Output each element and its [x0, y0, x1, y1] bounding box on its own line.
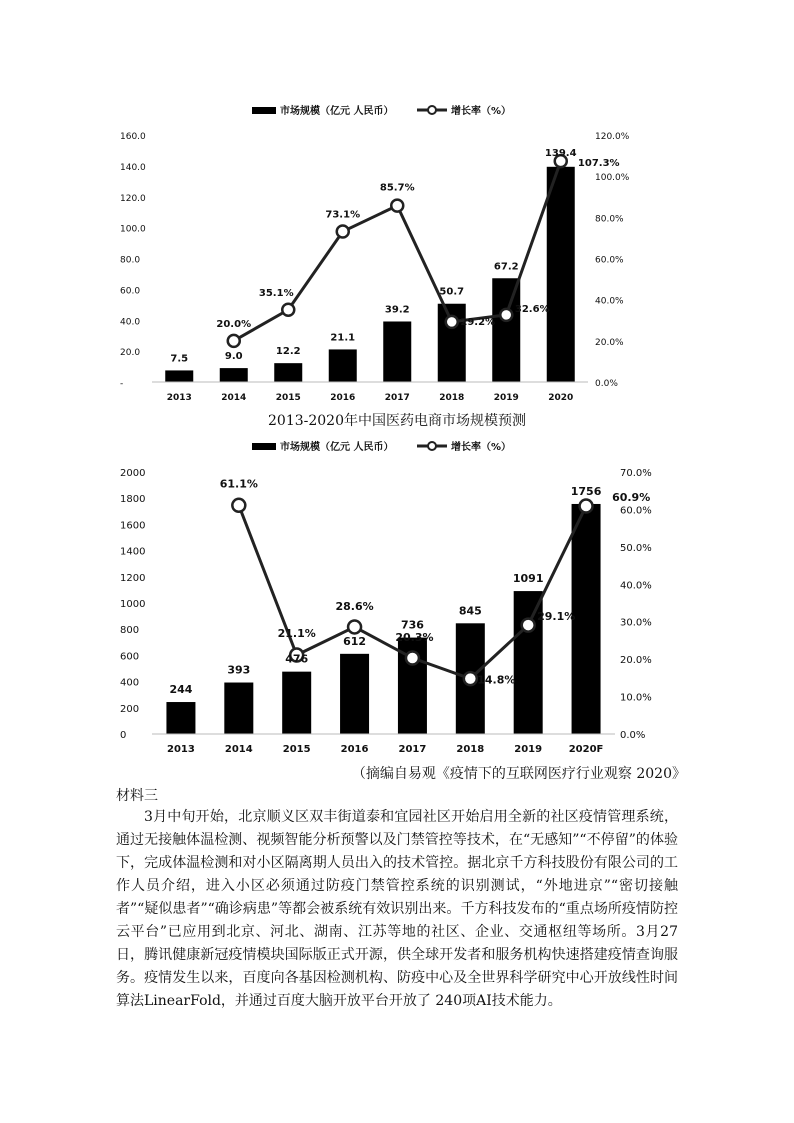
x-tick-label: 2020F: [568, 744, 604, 755]
growth-marker-2014: [228, 335, 240, 347]
bar-value-label: 612: [343, 634, 367, 648]
y-left-tick-label: 1200: [120, 572, 146, 584]
growth-marker-2019: [500, 309, 512, 321]
y-left-tick-label: 40.0: [120, 317, 141, 328]
growth-value-label: 20.3%: [395, 631, 434, 645]
x-tick-label: 2017: [384, 393, 410, 403]
y-left-tick-label: 600: [120, 651, 140, 663]
bar-value-label: 845: [458, 604, 482, 618]
bar-value-label: 476: [285, 652, 309, 666]
growth-value-label: 14.8%: [477, 673, 516, 687]
bar-value-label: 736: [400, 618, 424, 632]
y-left-tick-label: 200: [120, 703, 140, 715]
y-right-tick-label: 80.0%: [595, 214, 624, 225]
y-left-tick-label: 160.0: [120, 132, 146, 142]
bar-value-label: 1756: [570, 484, 602, 498]
legend-line-marker: [428, 442, 436, 450]
x-tick-label: 2016: [340, 744, 369, 755]
y-left-tick-label: 20.0: [120, 348, 141, 359]
legend-bar-swatch: [252, 107, 276, 114]
growth-value-label: 20.0%: [216, 318, 252, 330]
growth-marker-2018: [446, 316, 458, 328]
y-left-tick-label: 800: [120, 625, 140, 637]
bar-2013: [166, 702, 195, 734]
bar-2017: [383, 321, 411, 382]
x-tick-label: 2017: [398, 744, 427, 755]
bar-value-label: 67.2: [493, 261, 519, 273]
body-paragraph: 3月中旬开始，北京顺义区双丰街道泰和宜园社区开始启用全新的社区疫情管理系统，通过无接触体温检测、视频智能分析预警以及门禁管控等技术，在“无感知”“不停留”的体验下，完成体温检测和对小区隔离期人员出入的技术管控。据北京千方科技股份有限公司的工作人员介绍，进入小区必须通过防疫门禁管控系统的识别测试，“外地进京”“密切接触者”“疑似患者”“确诊病患”等都会被系统有效识别出来。千方科技发布的“重点场所疫情防控云平台”已应用到北京、河北、湖南、江苏等地的社区、企业、交通枢纽等场所。3月27日，腾讯健康新冠疫情模块国际版正式开源，供全球开发者和服务机构快速搭建疫情查询服务。疫情发生以来，百度向各基因检测机构、防疫中心及全世界科学研究中心开放线性时间算法LinearFold，并通过百度大脑开放平台开放了 240项AI技术能力。: [116, 809, 678, 1009]
bar-value-label: 21.1: [330, 332, 356, 344]
section-title: 材料三: [116, 788, 158, 804]
market-size-chart-2013-2020: [0, 95, 794, 405]
y-left-tick-label: 60.0: [120, 286, 141, 297]
growth-marker-2014: [232, 499, 245, 512]
y-left-tick-label: 2000: [120, 468, 146, 479]
growth-marker-2017: [391, 200, 403, 212]
bar-2014: [224, 683, 253, 734]
growth-value-label: 61.1%: [219, 477, 258, 491]
growth-value-label: 29.1%: [537, 610, 576, 624]
y-right-tick-label: 50.0%: [620, 542, 652, 554]
x-tick-label: 2014: [221, 393, 247, 403]
growth-marker-2017: [406, 652, 419, 665]
y-right-tick-label: 0.0%: [620, 730, 646, 741]
bar-2020: [547, 167, 575, 382]
legend-line-marker: [428, 106, 436, 114]
bar-2015: [274, 363, 302, 382]
source-citation: （摘编自易观《疫情下的互联网医疗行业观察 2020》: [351, 766, 686, 782]
bar-value-label: 39.2: [384, 304, 410, 316]
y-left-tick-label: 0: [120, 730, 127, 741]
growth-value-label: 28.6%: [335, 599, 374, 613]
bar-value-label: 139.4: [544, 147, 577, 159]
chart-caption: 2013-2020年中国医药电商市场规模预测: [268, 413, 526, 429]
growth-value-label: 60.9%: [612, 491, 651, 505]
bar-value-label: 393: [227, 663, 251, 677]
growth-value-label: 73.1%: [325, 209, 361, 221]
growth-value-label: 29.2%: [460, 316, 496, 328]
growth-marker-2016: [337, 226, 349, 238]
bar-value-label: 7.5: [170, 353, 189, 365]
growth-value-label: 107.3%: [577, 158, 620, 170]
x-tick-label: 2015: [282, 744, 311, 755]
x-tick-label: 2013: [167, 744, 195, 755]
x-tick-label: 2016: [330, 393, 356, 403]
x-tick-label: 2019: [493, 393, 519, 403]
bar-2016: [329, 349, 357, 382]
bar-value-label: 1091: [512, 572, 544, 586]
y-right-tick-label: 10.0%: [620, 692, 652, 704]
bar-value-label: 244: [169, 683, 193, 697]
y-right-tick-label: 100.0%: [595, 173, 630, 184]
x-tick-label: 2018: [456, 744, 485, 755]
y-right-tick-label: 60.0%: [620, 505, 652, 517]
y-left-tick-label: 80.0: [120, 255, 141, 266]
bar-value-label: 50.7: [439, 286, 465, 298]
y-left-tick-label: 100.0: [120, 224, 146, 235]
y-right-tick-label: 40.0%: [620, 580, 652, 592]
growth-marker-2019: [522, 619, 535, 632]
y-right-tick-label: 120.0%: [595, 132, 630, 142]
y-left-tick-label: 1800: [120, 494, 146, 506]
growth-value-label: 85.7%: [379, 182, 415, 194]
y-right-tick-label: 30.0%: [620, 617, 652, 629]
growth-value-label: 21.1%: [277, 627, 316, 641]
x-tick-label: 2019: [514, 744, 543, 755]
x-tick-label: 2015: [275, 393, 301, 403]
y-left-tick-label: 1600: [120, 520, 146, 532]
y-right-tick-label: 70.0%: [620, 468, 652, 479]
y-left-tick-label: 1000: [120, 599, 146, 610]
y-right-tick-label: 20.0%: [620, 655, 652, 667]
y-right-tick-label: 20.0%: [595, 337, 624, 348]
growth-value-label: 35.1%: [258, 287, 294, 299]
x-tick-label: 2014: [224, 744, 253, 755]
y-left-tick-label: 400: [120, 677, 140, 689]
growth-marker-2015: [282, 304, 294, 316]
y-right-tick-label: 40.0%: [595, 296, 624, 307]
y-left-tick-label: 1400: [120, 546, 146, 558]
bar-2016: [340, 654, 369, 734]
y-left-tick-label: 120.0: [120, 193, 146, 204]
bar-2019: [492, 278, 520, 382]
bar-2020F: [572, 504, 601, 734]
x-tick-label: 2020: [548, 393, 574, 403]
x-tick-label: 2018: [439, 393, 465, 403]
y-left-tick-label: 140.0: [120, 162, 146, 173]
legend-line-label: 增长率（%）: [451, 106, 512, 117]
bar-2014: [220, 368, 248, 382]
bar-2013: [165, 370, 193, 382]
internet-healthcare-chart: [0, 435, 794, 760]
bar-value-label: 9.0: [224, 351, 243, 363]
y-right-tick-label: 0.0%: [595, 379, 618, 389]
legend-bar-label: 市场规模（亿元 人民币）: [280, 106, 394, 117]
growth-marker-2020F: [580, 500, 593, 513]
bar-2015: [282, 672, 311, 734]
legend-bar-label: 市场规模（亿元 人民币）: [280, 442, 394, 453]
bar-value-label: 12.2: [275, 346, 301, 358]
growth-marker-2016: [348, 620, 361, 633]
y-right-tick-label: 60.0%: [595, 255, 624, 266]
legend-line-label: 增长率（%）: [451, 442, 512, 453]
growth-value-label: 32.6%: [514, 303, 550, 315]
y-left-tick-label: -: [120, 379, 124, 389]
x-tick-label: 2013: [166, 393, 192, 403]
legend-bar-swatch: [252, 443, 276, 450]
growth-marker-2018: [464, 672, 477, 685]
